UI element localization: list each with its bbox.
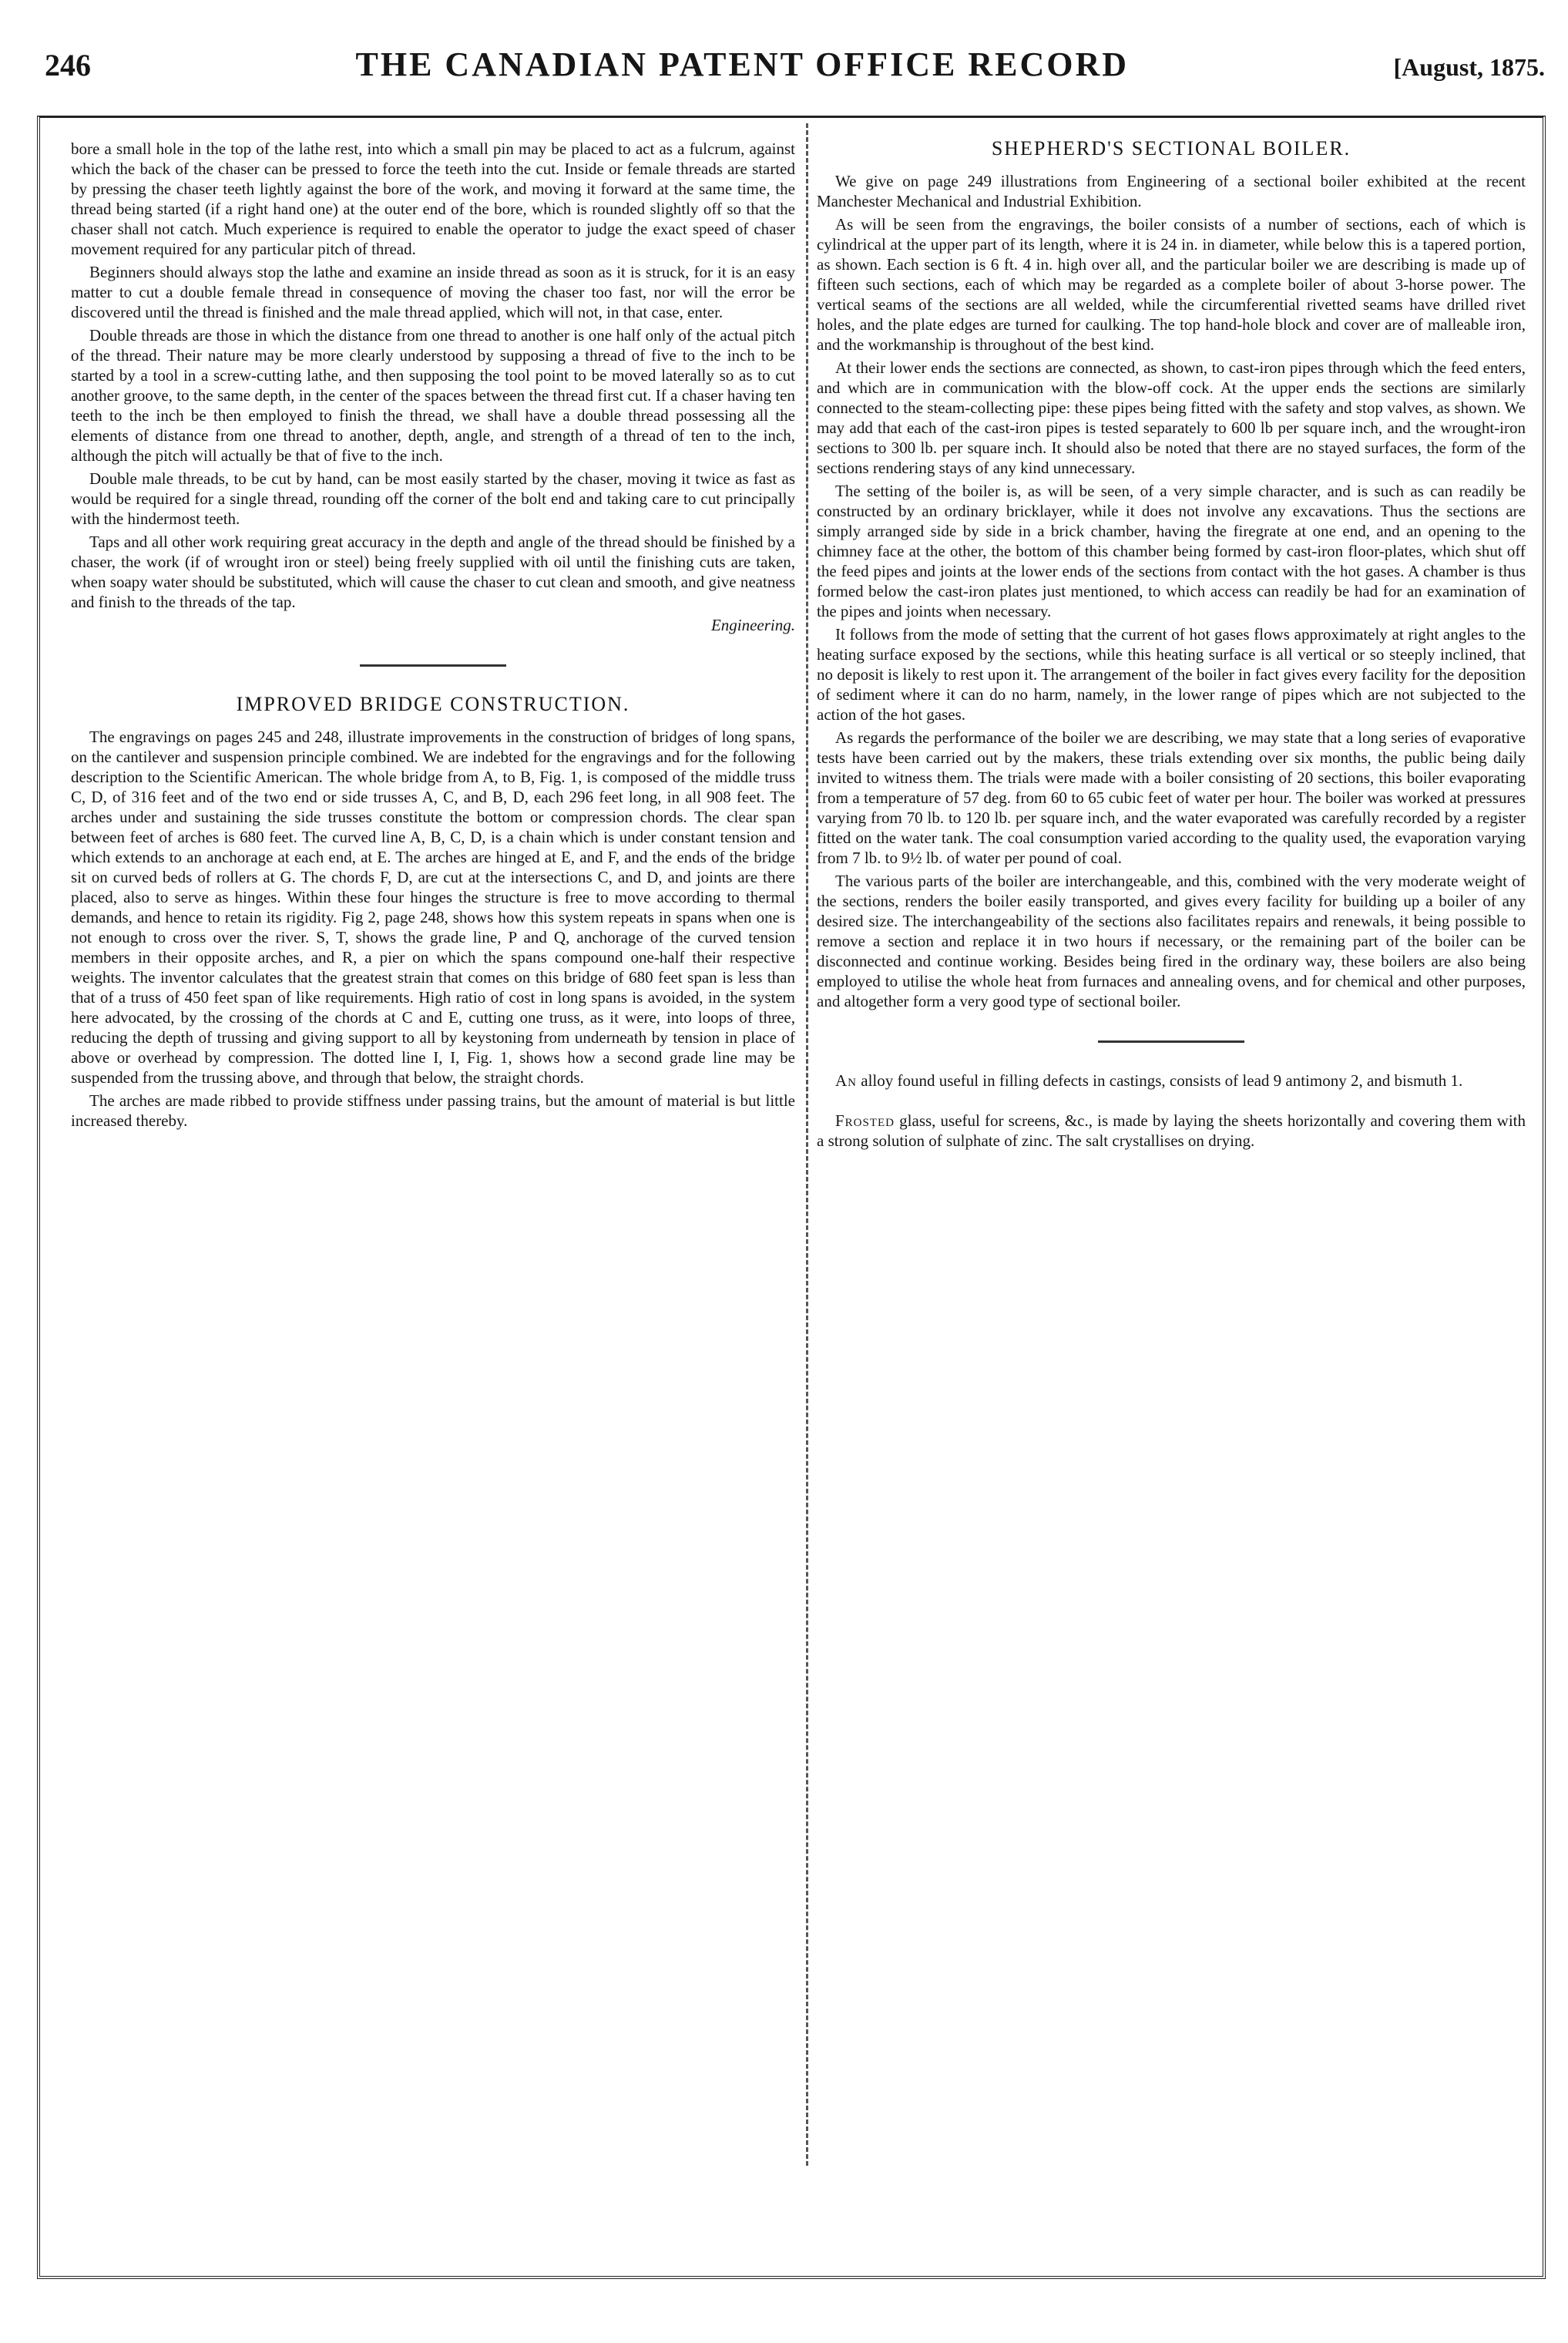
article-separator [360,664,506,667]
alloy-note [817,1071,1526,1091]
paragraph: The engravings on pages 245 and 248, illustrate improvements in the construction of bridges of long spans, on the cantilever and suspension principle combined. We are indebted for the engravings and for the following description to the Scientific American. The whole bridge from A, to B, Fig. 1, is composed of the middle truss C, D, of 316 feet and of the two end or side trusses A, C, and B, D, each 296 feet long, in all 908 feet. The arches under and sustaining the side trusses constitute the bottom or compression chords. The clear span between feet of arches is 680 feet. The curved line A, B, C, D, is a chain which is under constant tension and which extends to an anchorage at each end, at E. The arches are hinged at E, and F, and the ends of the bridge sit on curved beds of rollers at G. The chords F, D, are cut at the intersections C, and D, and joints are there placed, also to serve as hinges. Within these four hinges the structure is free to move according to thermal demands, and hence to retain its rigidity. Fig 2, page 248, shows how this system repeats in spans when one is not enough to cross over the river. S, T, shows the grade line, P and Q, anchorage of the curved tension members in their opposite arches, and R, a pier on which the spans compound one-half their respective weights. The inventor calculates that the greatest strain that comes on this bridge of 680 feet span is less than that of a truss of 450 feet span of like requirements. High ratio of cost in long spans is avoided, in the system here advocated, by the crossing of the chords at C and E, cutting one truss, as it were, into loops of three, reducing the depth of trussing and giving support to all by keystoning from underneath by tension in place of above or overhead by compression. The dotted line I, I, Fig. 1, shows how a second grade line may be suspended from the trussing above, and through that below, the straight chords. [71,728,795,1087]
source-credit: Engineering. [710,616,795,634]
alloy-note-lead: An [835,1071,857,1090]
paragraph: As regards the performance of the boiler we are describing, we may state that a long series of evaporative tests have been carried out by the makers, these trials extending over six months, the public being daily invited to witness them. The trials were made with a boiler consisting of 20 sections, this boiler evaporating from a temperature of 57 deg. from 60 to 65 cubic feet of water per hour. The boiler was worked at pressures varying from 70 lb. to 120 lb. per square inch, and the water evaporated was carefully recorded by a register fitted on the water tank. The coal consumption varied according to the quality used, the evaporation varying from 7 lb. to 9½ lb. of water per pound of coal. [817,728,1526,867]
paragraph: As will be seen from the engravings, the boiler consists of a number of sections, each of which is cylindrical at the upper part of its length, where it is 24 in. in diameter, while below this is a tapered portion, as shown. Each section is 6 ft. 4 in. high over all, and the particular boiler we are describing is made up of fifteen such sections, each of which may be regarded as a complete boiler of about 3-horse power. The vertical seams of the sections are all welded, while the circumferential rivetted seams have drilled rivet holes, and the plate edges are turned for caulking. The top hand-hole block and cover are of malleable iron, and the workmanship is throughout of the best kind. [817,215,1526,354]
paragraph: The various parts of the boiler are interchangeable, and this, combined with the very moderate weight of the sections, renders the boiler easily transported, and gives every facility for building up a boiler of any desired size. The interchangeability of the sections also facilitates repairs and renewals, it being possible to remove a section and replace it in two hours if necessary, or the remaining part of the boiler can be disconnected and continue working. Besides being fired in the ordinary way, these boilers are also being employed to utilise the whole heat from furnaces and annealing ovens, and for chemical and other purposes, and altogether form a very good type of sectional boiler. [817,872,1526,1010]
paragraph: Double threads are those in which the distance from one thread to another is one half only of the actual pitch of the thread. Their nature may be more clearly understood by supposing a thread of five to the inch to be started by a tool in a screw-cutting lathe, and then supposing the tool point to be moved laterally so as to cut another groove, to the same depth, in the center of the spaces between the thread first cut. If a chaser having ten teeth to the inch be then employed to finish the thread, we shall have a double thread possessing all the elements of distance from one thread to another, depth, angle, and strength of a thread of ten to the inch, although the pitch will actually be that of five to the inch. [71,326,795,465]
paragraph: At their lower ends the sections are connected, as shown, to cast-iron pipes through which the feed enters, and which are in communication with the blow-off cock. At the upper ends the sections are similarly connected to the steam-collecting pipe: these pipes being fitted with the safety and stop valves, as shown. We may add that each of the cast-iron pipes is tested separately to 600 lb per square inch, and the wrought-iron sections to 300 lb. per square inch. It should also be noted that there are no stayed surfaces, the form of the sections rendering stays of any kind unnecessary. [817,358,1526,477]
paragraph: It follows from the mode of setting that the current of hot gases flows approximately at right angles to the heating surface exposed by the sections, while this heating surface is all vertical or so steeply inclined, that no deposit is likely to rest upon it. The arrangement of the boiler in fact gives every facility for the deposition of sediment where it can do no harm, namely, in the lower range of pipes which are not subjected to the action of the hot gases. [817,625,1526,724]
source-credit-row [71,615,795,635]
frosted-glass-note-text: glass, useful for screens, &c., is made by laying the sheets horizontally and covering them with a strong solution of sulphate of zinc. The salt crystallises on drying. [817,1111,1526,1150]
paragraph: The arches are made ribbed to provide stiffness under passing trains, but the amount of material is but little increased thereby. [71,1091,795,1130]
article-separator [1098,1040,1244,1043]
left-column [71,139,795,1134]
paragraph: Double male threads, to be cut by hand, can be most easily started by the chaser, moving it twice as fast as would be required for a single thread, rounding off the corner of the bolt end and taking care to cut principally with the hindermost teeth. [71,469,795,528]
paragraph: Beginners should always stop the lathe and examine an inside thread as soon as it is struck, for it is an easy matter to cut a double female thread in consequence of moving the chaser too fast, nor will the error be discovered until the thread is finished and the male thread applied, which will not, in that case, enter. [71,263,795,321]
column-divider [806,123,808,2166]
page-number: 246 [45,48,91,82]
paragraph: We give on page 249 illustrations from Engineering of a sectional boiler exhibited at the recent Manchester Mechanical and Industrial Exhibition. [817,172,1526,210]
alloy-note-text: alloy found useful in filling defects in castings, consists of lead 9 antimony 2, and bismuth 1. [861,1071,1463,1090]
frosted-glass-note-lead: Frosted [835,1111,895,1130]
right-column [817,139,1526,1154]
page-header [45,45,1545,91]
paragraph: bore a small hole in the top of the lathe rest, into which a small pin may be placed to act as a fulcrum, against which the back of the chaser can be pressed to force the teeth into the cut. Inside or female threads are started by pressing the chaser teeth lightly against the bore of the work, and moving it forward at the same time, the thread being started (if a right hand one) at the outer end of the bore, which is rounded slightly off so that the chaser shall not catch. Much experience is required to enable the operator to judge the exact speed of chaser movement required for any particular pitch of thread. [71,140,795,258]
frosted-glass-note [817,1111,1526,1151]
issue-date: [August, 1875. [1393,53,1545,81]
spacer [817,1094,1526,1111]
paragraph: The setting of the boiler is, as will be seen, of a very simple character, and is such as can readily be constructed by an ordinary bricklayer, while it does not involve any excavations. Thus the sections are simply arranged side by side in a brick chamber, having the firegrate at one end, and an opening to the chimney face at the other, the bottom of this chamber being formed by cast-iron floor-plates, which shut off the feed pipes and joints at the lower ends of the sections from contact with the hot gases. A chamber is thus formed below the cast-iron plates just mentioned, to which access can readily be had for an examination of the pipes and joints when necessary. [817,482,1526,620]
journal-title: THE CANADIAN PATENT OFFICE RECORD [355,45,1130,83]
paragraph: Taps and all other work requiring great accuracy in the depth and angle of the thread should be finished by a chaser, the work (if of wrought iron or steel) being freely supplied with oil until the finishing cuts are taken, when soapy water should be substituted, which will cause the chaser to cut clean and smooth, and give neatness and finish to the threads of the tap. [71,533,795,611]
bridge-article-title: IMPROVED BRIDGE CONSTRUCTION. [236,693,630,715]
boiler-article-title: SHEPHERD'S SECTIONAL BOILER. [991,137,1351,160]
